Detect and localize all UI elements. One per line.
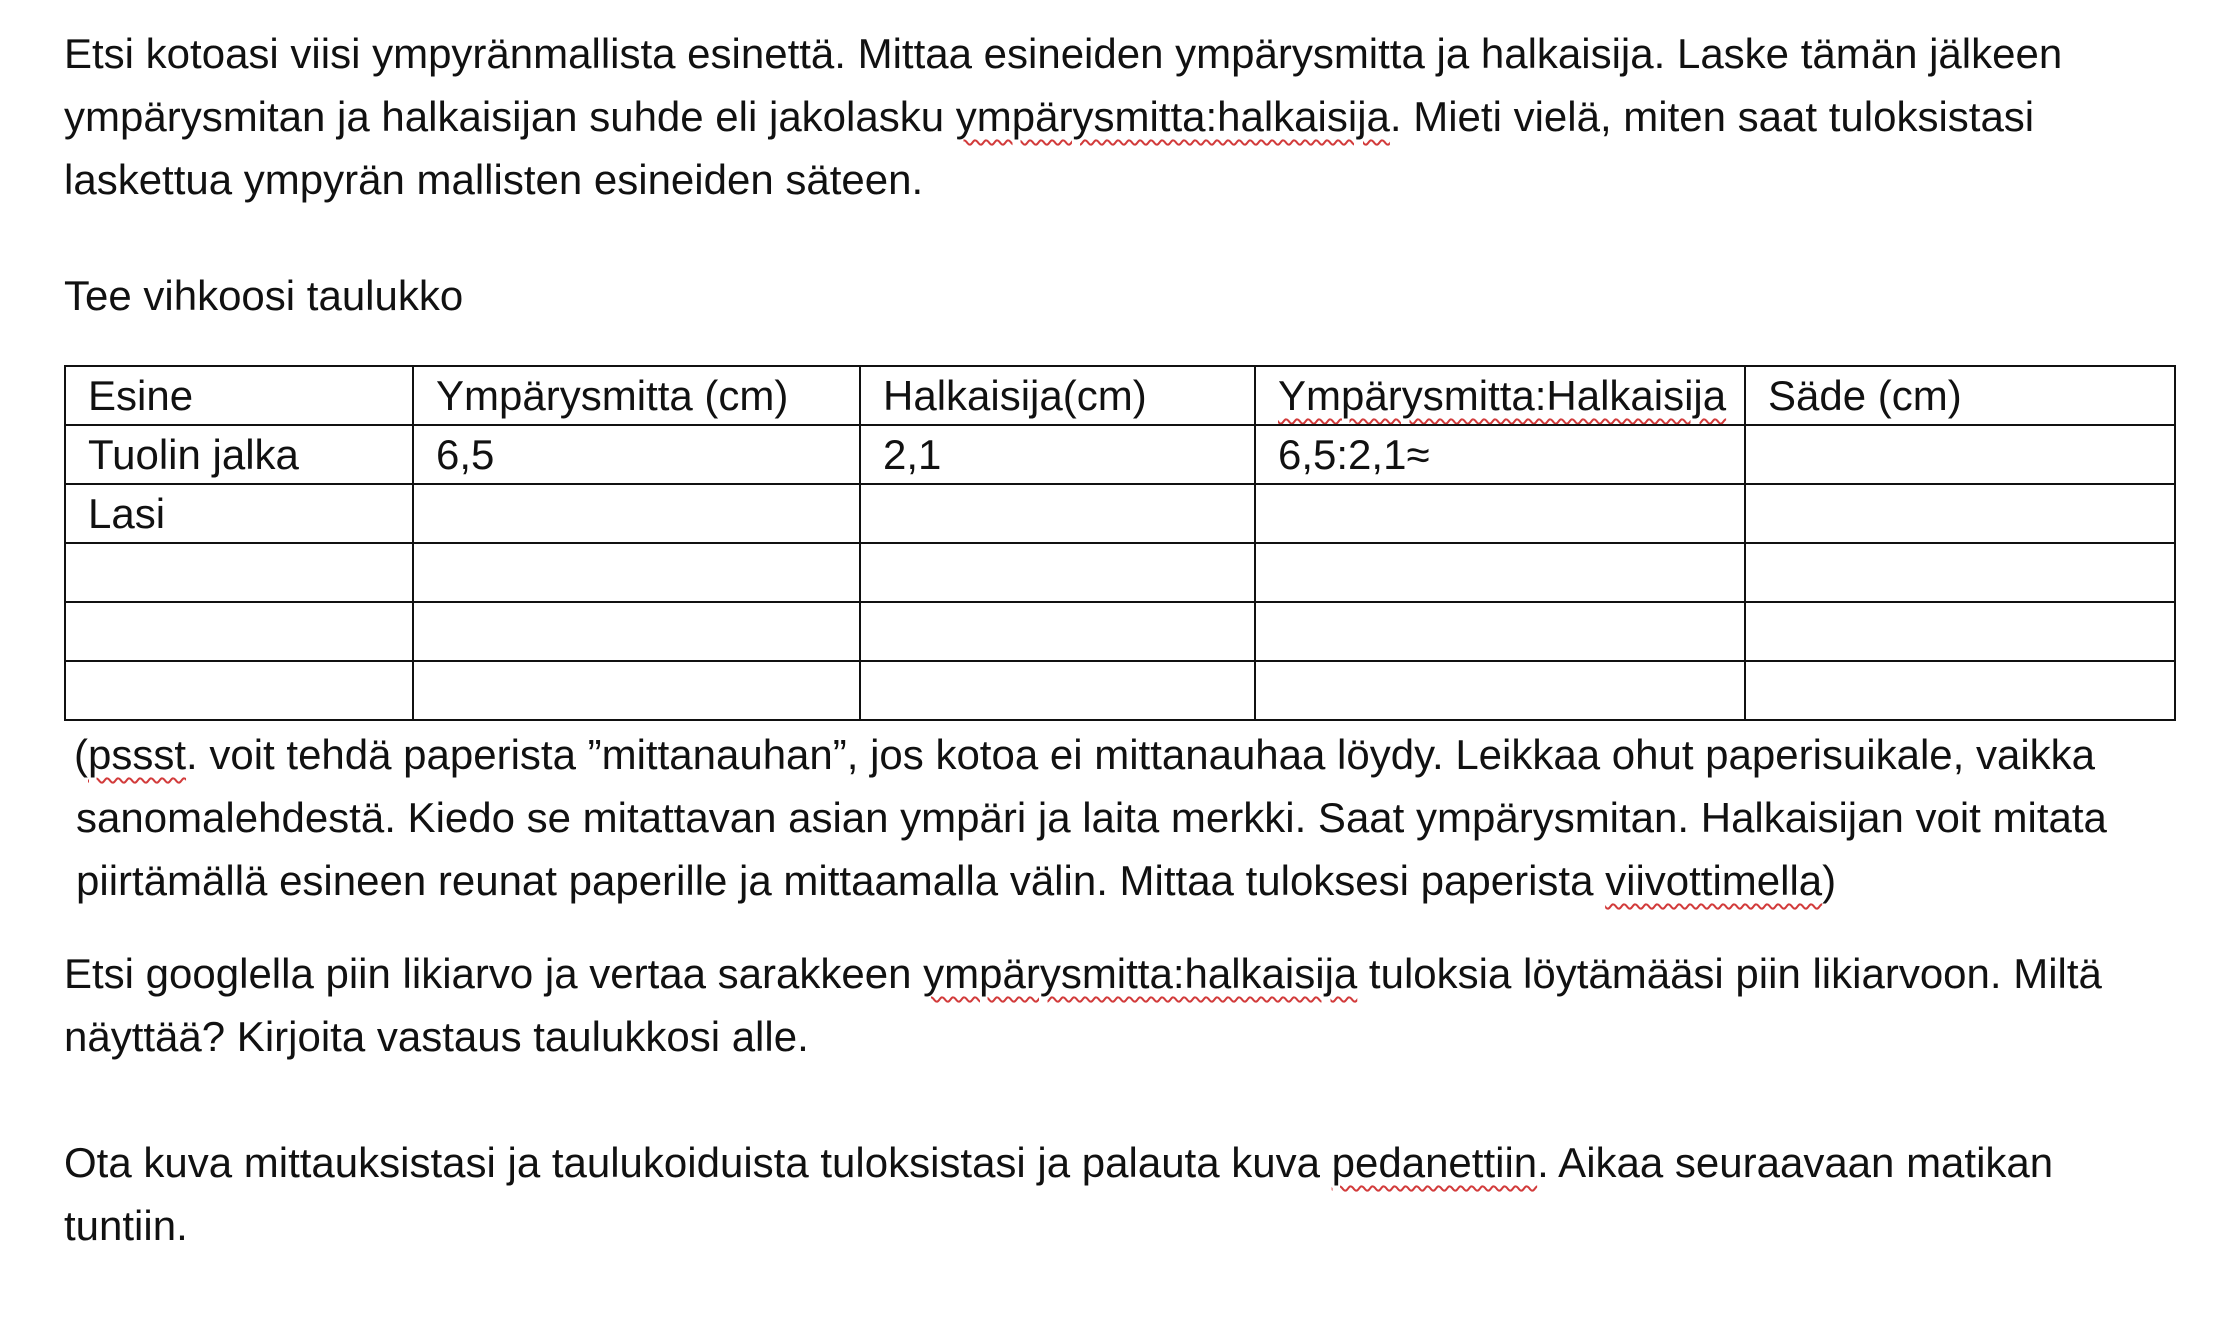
table-cell: [413, 543, 860, 602]
table-cell: [1745, 602, 2175, 661]
header-suhde: [1255, 366, 1745, 425]
header-esine: Esine: [65, 366, 413, 425]
table-row: [65, 543, 2175, 602]
table-header-row: [65, 366, 2175, 425]
table-cell: [1745, 543, 2175, 602]
table-row: [65, 484, 2175, 543]
spellcheck-viivottimella: viivottimella: [1605, 857, 1823, 904]
table-cell: [860, 543, 1255, 602]
table-cell: [1745, 484, 2175, 543]
pi-task-text-end: tuloksia löytämääsi piin likiarvoon. Miltä näyttää? Kirjoita vastaus taulukkosi alle.: [64, 950, 2102, 1060]
table-cell: [1255, 661, 1745, 720]
measurement-table: [64, 365, 2176, 721]
tip-paragraph: [64, 723, 2174, 912]
table-cell: [1745, 661, 2175, 720]
table-cell: [1255, 543, 1745, 602]
table-cell: [1255, 602, 1745, 661]
document-body: [64, 22, 2174, 1257]
header-ymparysmitta: Ympärysmitta (cm): [413, 366, 860, 425]
table-cell: [860, 661, 1255, 720]
table-instruction: Tee vihkoosi taulukko: [64, 272, 464, 319]
table-cell: 6,5:2,1≈: [1255, 425, 1745, 484]
table-cell: Tuolin jalka: [65, 425, 413, 484]
tip-close: ): [1822, 857, 1837, 904]
return-task-text: Ota kuva mittauksistasi ja taulukoiduista tuloksistasi ja palauta kuva: [64, 1139, 1332, 1186]
intro-paragraph: [64, 22, 2174, 211]
header-suhde-label: Ympärysmitta:Halkaisija: [1278, 372, 1727, 419]
spellcheck-term: ympärysmitta:halkaisija: [955, 93, 1390, 140]
intro-text-end: . Mieti vielä, miten saat tuloksistasi laskettua ympyrän mallisten esineiden säteen.: [64, 93, 2035, 203]
tip-text: . voit tehdä paperista ”mittanauhan”, jos kotoa ei mittanauhaa löydy. Leikkaa ohut paperisuikale, vaikka sanomalehdestä. Kiedo se mitattavan asian ympäri ja laita merkki. Saat ympärysmitan. Halkaisijan voit mitata piirtämällä esineen reunat paperille ja mittaamalla välin. Mittaa tuloksesi paperista: [76, 731, 2107, 904]
table-cell: [65, 543, 413, 602]
return-task-paragraph: [64, 1131, 2174, 1257]
table-cell: [1255, 484, 1745, 543]
table-cell: Lasi: [65, 484, 413, 543]
table-row: [65, 425, 2175, 484]
table-cell: [65, 661, 413, 720]
table-cell: 2,1: [860, 425, 1255, 484]
spellcheck-pssst: pssst: [88, 731, 187, 778]
pi-task-text: Etsi googlella piin likiarvo ja vertaa sarakkeen: [64, 950, 924, 997]
table-cell: [413, 602, 860, 661]
spellcheck-term: ympärysmitta:halkaisija: [923, 950, 1358, 997]
table-cell: [860, 484, 1255, 543]
table-cell: [413, 484, 860, 543]
return-task-text-end: . Aikaa seuraavaan matikan tuntiin.: [64, 1139, 2054, 1249]
table-cell: [1745, 425, 2175, 484]
table-cell: 6,5: [413, 425, 860, 484]
table-cell: [860, 602, 1255, 661]
table-row: [65, 602, 2175, 661]
tip-open: (: [74, 731, 88, 778]
table-cell: [413, 661, 860, 720]
table-row: [65, 661, 2175, 720]
header-sade: Säde (cm): [1745, 366, 2175, 425]
table-cell: [65, 602, 413, 661]
intro-text: Etsi kotoasi viisi ympyränmallista esinettä. Mittaa esineiden ympärysmitta ja halkaisija. Laske tämän jälkeen ympärysmitan ja halkaisijan suhde eli jakolasku: [64, 30, 2063, 140]
pi-task-paragraph: [64, 942, 2174, 1068]
spellcheck-pedanettiin: pedanettiin: [1331, 1139, 1538, 1186]
header-halkaisija: Halkaisija(cm): [860, 366, 1255, 425]
